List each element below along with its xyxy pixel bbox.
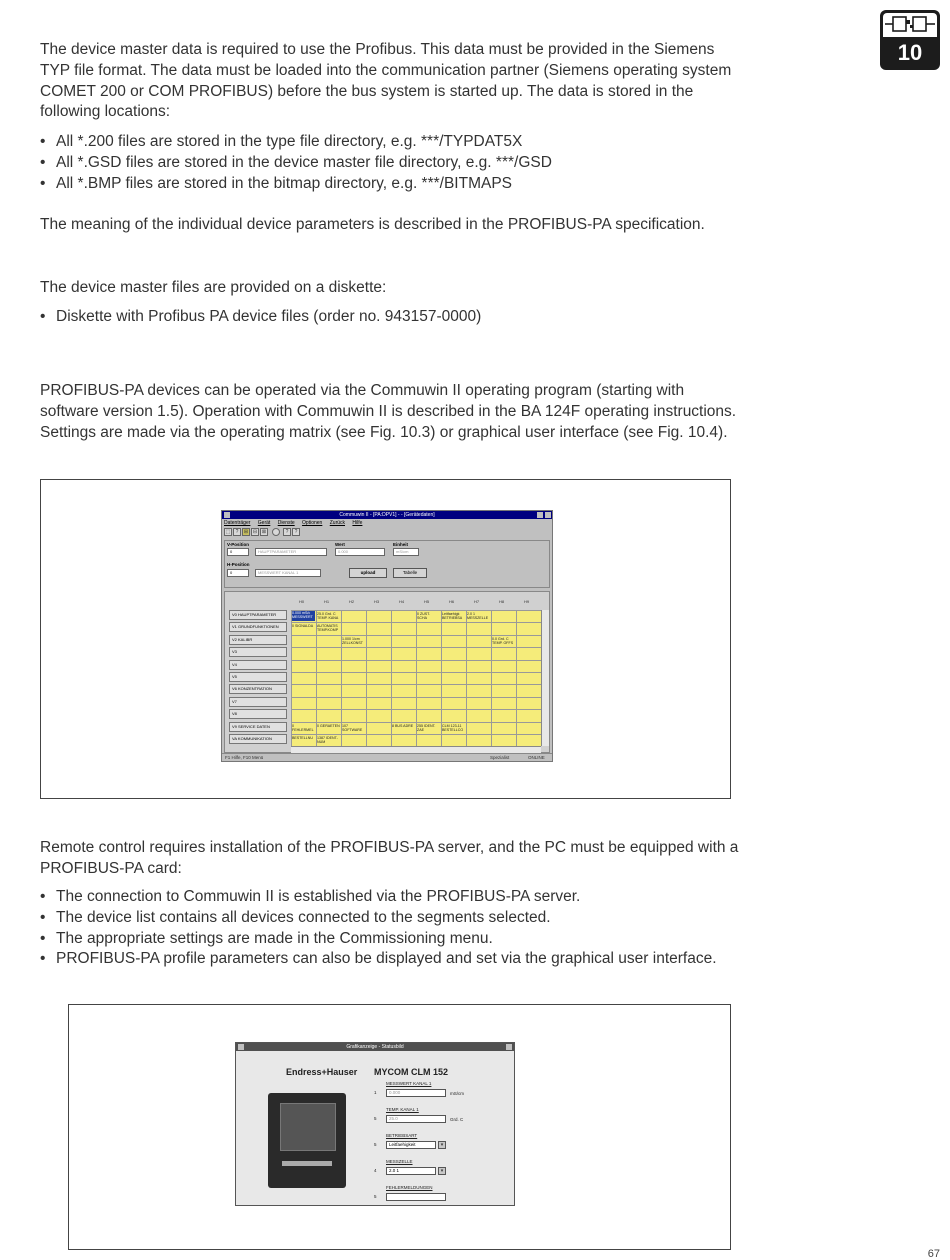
chevron-down-icon[interactable]: ▾ — [438, 1141, 446, 1149]
grid-line — [291, 610, 541, 611]
list-item: • The device list contains all devices connected to the segments selected. — [40, 908, 740, 929]
field-label: MESSZELLE — [386, 1159, 413, 1164]
toolbar-help-icon[interactable]: ? — [233, 528, 241, 536]
commuwin-paragraph: PROFIBUS-PA devices can be operated via the Commuwin II operating program (starting with software version 1.5). Operation with Commuwin II is described in the BA 124F operating instructions. Settings are made via the operating matrix (see Fig. 10.3) or graphical user interface (see Fig. 10.4). — [40, 382, 737, 441]
grid-line — [366, 610, 367, 746]
column-header: H0 — [299, 599, 305, 604]
column-header: H9 — [524, 599, 530, 604]
row-header-button[interactable]: V0 HAUPTPARAMETER — [229, 610, 287, 620]
grid-line — [291, 722, 541, 723]
remote-control-list — [40, 887, 740, 970]
einheit-field: mS/cm — [393, 548, 419, 556]
matrix-cell[interactable]: 0 FEHLERMEL — [292, 723, 314, 732]
status-online: ONLINE — [528, 755, 545, 760]
matrix-cell[interactable]: CLM 123-11 BESTELLCO — [442, 723, 464, 732]
column-header: H8 — [499, 599, 505, 604]
field-value[interactable]: 25.0 — [386, 1115, 446, 1123]
list-item: • All *.BMP files are stored in the bitmap directory, e.g. ***/BITMAPS — [40, 174, 740, 195]
system-menu-icon[interactable] — [224, 512, 230, 518]
row-header-button[interactable]: V3 — [229, 647, 287, 657]
column-header: H5 — [424, 599, 430, 604]
operating-matrix — [224, 591, 550, 753]
matrix-cell[interactable]: 0 ZUST. SCHA — [417, 612, 430, 620]
hpos-text-field: MESSWERT KANAL 1 — [255, 569, 321, 577]
vpos-text-field: HAUPTPARAMETER — [255, 548, 327, 556]
chevron-down-icon[interactable]: ▾ — [438, 1167, 446, 1175]
row-header-button[interactable]: V6 KONZENTRATION — [229, 684, 287, 694]
chapter-badge — [880, 10, 940, 70]
column-header: H3 — [374, 599, 380, 604]
vertical-scrollbar[interactable] — [541, 610, 549, 746]
toolbar-info-icon[interactable]: ? — [283, 528, 291, 536]
matrix-cell[interactable]: 0 GERAETEN — [317, 723, 340, 728]
matrix-cell[interactable]: 0.000 mS/c MESSWERT — [292, 611, 315, 621]
page-number: 67 — [927, 1248, 940, 1260]
toolbar-list-icon[interactable]: ⊠ — [261, 529, 267, 535]
chapter-number: 10 — [897, 40, 923, 65]
parameter-paragraph: The meaning of the individual device parameters is described in the PROFIBUS-PA specification. — [40, 216, 705, 233]
remote-control-paragraph: Remote control requires installation of the PROFIBUS-PA server, and the PC must be equipped with a PROFIBUS-PA card: — [40, 839, 739, 877]
plug-connector-icon — [883, 13, 937, 37]
menu-datentraeger[interactable]: Datenträger — [224, 520, 251, 526]
grid-line — [291, 697, 541, 698]
list-item: • The appropriate settings are made in the Commissioning menu. — [40, 929, 740, 950]
grid-line — [291, 660, 541, 661]
field-label: TEMP. KANAL 1 — [386, 1107, 419, 1112]
field-index: 5 — [374, 1142, 377, 1147]
brand-name: Endress+Hauser — [286, 1067, 358, 1077]
diskette-paragraph: The device master files are provided on a diskette: — [40, 279, 387, 296]
maximize-icon[interactable] — [545, 512, 551, 518]
matrix-cell[interactable]: 25.0 Grd. C TEMP. KANA — [317, 612, 339, 620]
intro-paragraph: The device master data is required to use the Profibus. This data must be provided in the Siemens TYP file format. The data must be loaded into the communication partner (Siemens operating system COMET 200 or COM PROFIBUS) before the bus system is started up. The data is stored in the following locations: — [40, 41, 732, 121]
matrix-cell[interactable]: BESTELLNU — [292, 736, 313, 740]
toolbar — [222, 527, 552, 537]
column-header: H2 — [349, 599, 355, 604]
toolbar-new-icon[interactable]: ⬚ — [225, 529, 231, 535]
list-item: • All *.200 files are stored in the type file directory, e.g. ***/TYPDAT5X — [40, 132, 740, 153]
matrix-cell[interactable]: 2.0 1 MESSZELLE — [467, 612, 489, 620]
diskette-list — [40, 307, 740, 328]
hpos-label: H-Position — [227, 562, 250, 567]
row-header-button[interactable]: V2 KALIBR — [229, 635, 287, 645]
column-header: H1 — [324, 599, 330, 604]
system-menu-icon[interactable] — [238, 1044, 244, 1050]
grid-line — [466, 610, 467, 746]
einheit-label: Einheit — [393, 542, 409, 547]
commuwin-window — [221, 510, 553, 762]
field-index: 4 — [374, 1168, 377, 1173]
menu-optionen[interactable]: Optionen — [302, 520, 323, 526]
menu-zurueck[interactable]: Zurück — [329, 520, 346, 526]
menu-hilfe[interactable]: Hilfe — [352, 520, 363, 526]
list-item: • PROFIBUS-PA profile parameters can also be displayed and set via the graphical user interface. — [40, 949, 740, 970]
matrix-cell[interactable]: 1.000 1/cm ZELLKONST — [342, 636, 363, 645]
menu-bar — [222, 519, 552, 527]
field-index: 1 — [374, 1090, 377, 1095]
vpos-label: V-Position — [227, 542, 250, 547]
matrix-cell[interactable]: 107 SOFTWARE — [342, 723, 363, 732]
upload-button[interactable]: upload — [349, 568, 387, 578]
field-label: FEHLERMELDUNGEN — [386, 1185, 433, 1190]
toolbar-context-help-icon[interactable]: ? — [292, 528, 300, 536]
row-header-button[interactable]: V5 — [229, 672, 287, 682]
column-header: H6 — [449, 599, 455, 604]
menu-geraet[interactable]: Gerät — [257, 520, 271, 526]
row-header-button[interactable]: V9 SERVICE DATEN — [229, 722, 287, 732]
hpos-field[interactable]: 0 — [227, 569, 249, 577]
list-item: • All *.GSD files are stored in the device master file directory, e.g. ***/GSD — [40, 153, 740, 174]
status-bar — [222, 753, 552, 761]
matrix-cell[interactable]: 1387 IDENT-NUM — [317, 736, 338, 744]
grid-line — [516, 610, 517, 746]
position-panel — [224, 540, 550, 588]
table-button[interactable]: Tabelle — [393, 568, 427, 578]
graphic-display-window — [235, 1042, 515, 1206]
row-header-button[interactable]: V7 — [229, 697, 287, 707]
grid-line — [291, 709, 541, 710]
matrix-cell[interactable]: 0.0 Grd. C TEMP. OFFS — [492, 636, 514, 645]
window-title: Commuwin II - [PA:DPV1] - - [Gerätedaten] — [339, 512, 435, 518]
grid-line — [291, 622, 541, 623]
menu-dienste[interactable]: Dienste — [277, 520, 295, 526]
matrix-cell[interactable]: Leitfaehigk BETRIEBSA — [442, 612, 463, 620]
field-index: 5 — [374, 1194, 377, 1199]
wert-label: Wert — [335, 542, 345, 547]
window-title: Grafikanzeige - Statusbild — [346, 1044, 404, 1050]
matrix-cell[interactable]: AUTOMATIS TEMP.KOMP — [317, 624, 339, 633]
file-location-list — [40, 132, 740, 194]
toolbar-print-icon[interactable] — [272, 528, 280, 536]
field-value[interactable]: 0.000 — [386, 1089, 446, 1097]
maximize-icon[interactable] — [506, 1044, 512, 1050]
field-unit: mS/cm — [450, 1091, 464, 1096]
matrix-grid — [291, 610, 541, 746]
grid-line — [291, 635, 541, 636]
row-header-button[interactable]: V1 GRUNDFUNKTIONEN — [229, 622, 287, 632]
grid-line — [491, 610, 492, 746]
field-index: 5 — [374, 1116, 377, 1121]
vpos-field[interactable]: 0 — [227, 548, 249, 556]
horizontal-scrollbar[interactable] — [291, 746, 541, 753]
wert-field[interactable]: 0.000 — [335, 548, 385, 556]
column-header: H7 — [474, 599, 480, 604]
grid-line — [291, 672, 541, 673]
field-label: BETRIEBSART — [386, 1133, 418, 1138]
toolbar-matrix-icon[interactable]: ⊞ — [243, 529, 249, 535]
row-header-button[interactable]: V8 — [229, 709, 287, 719]
matrix-cell[interactable]: 8 BUS ADRE — [392, 723, 414, 728]
matrix-cell[interactable]: 255 IDENT. ZAE — [417, 723, 436, 732]
grid-line — [291, 734, 541, 735]
field-label: MESSWERT KANAL 1 — [386, 1081, 432, 1086]
row-header-button[interactable]: VA KOMMUNIKATION — [229, 734, 287, 744]
matrix-cell[interactable]: 0 SIGNALDA — [292, 624, 314, 629]
minimize-icon[interactable] — [537, 512, 543, 518]
window-titlebar — [236, 1043, 514, 1051]
field-value[interactable]: 2.0 1 — [386, 1167, 436, 1175]
window-titlebar — [222, 511, 552, 519]
field-value[interactable]: Leitfaehigkeit — [386, 1141, 436, 1149]
grid-line — [291, 647, 541, 648]
device-model: MYCOM CLM 152 — [374, 1067, 449, 1077]
transmitter-device-image — [268, 1093, 346, 1188]
status-user-level: Spezialist — [490, 755, 510, 760]
field-unit: Grd. C — [450, 1117, 464, 1122]
column-header: H4 — [399, 599, 405, 604]
list-item: • Diskette with Profibus PA device files (order no. 943157-0000) — [40, 307, 740, 328]
field-value[interactable] — [386, 1193, 446, 1201]
status-help-text: F1 Hilfe, F10 Menü — [225, 755, 264, 760]
row-header-button[interactable]: V4 — [229, 660, 287, 670]
toolbar-table-icon[interactable]: ⊟ — [252, 529, 258, 535]
list-item: • The connection to Commuwin II is established via the PROFIBUS-PA server. — [40, 887, 740, 908]
grid-line — [291, 684, 541, 685]
